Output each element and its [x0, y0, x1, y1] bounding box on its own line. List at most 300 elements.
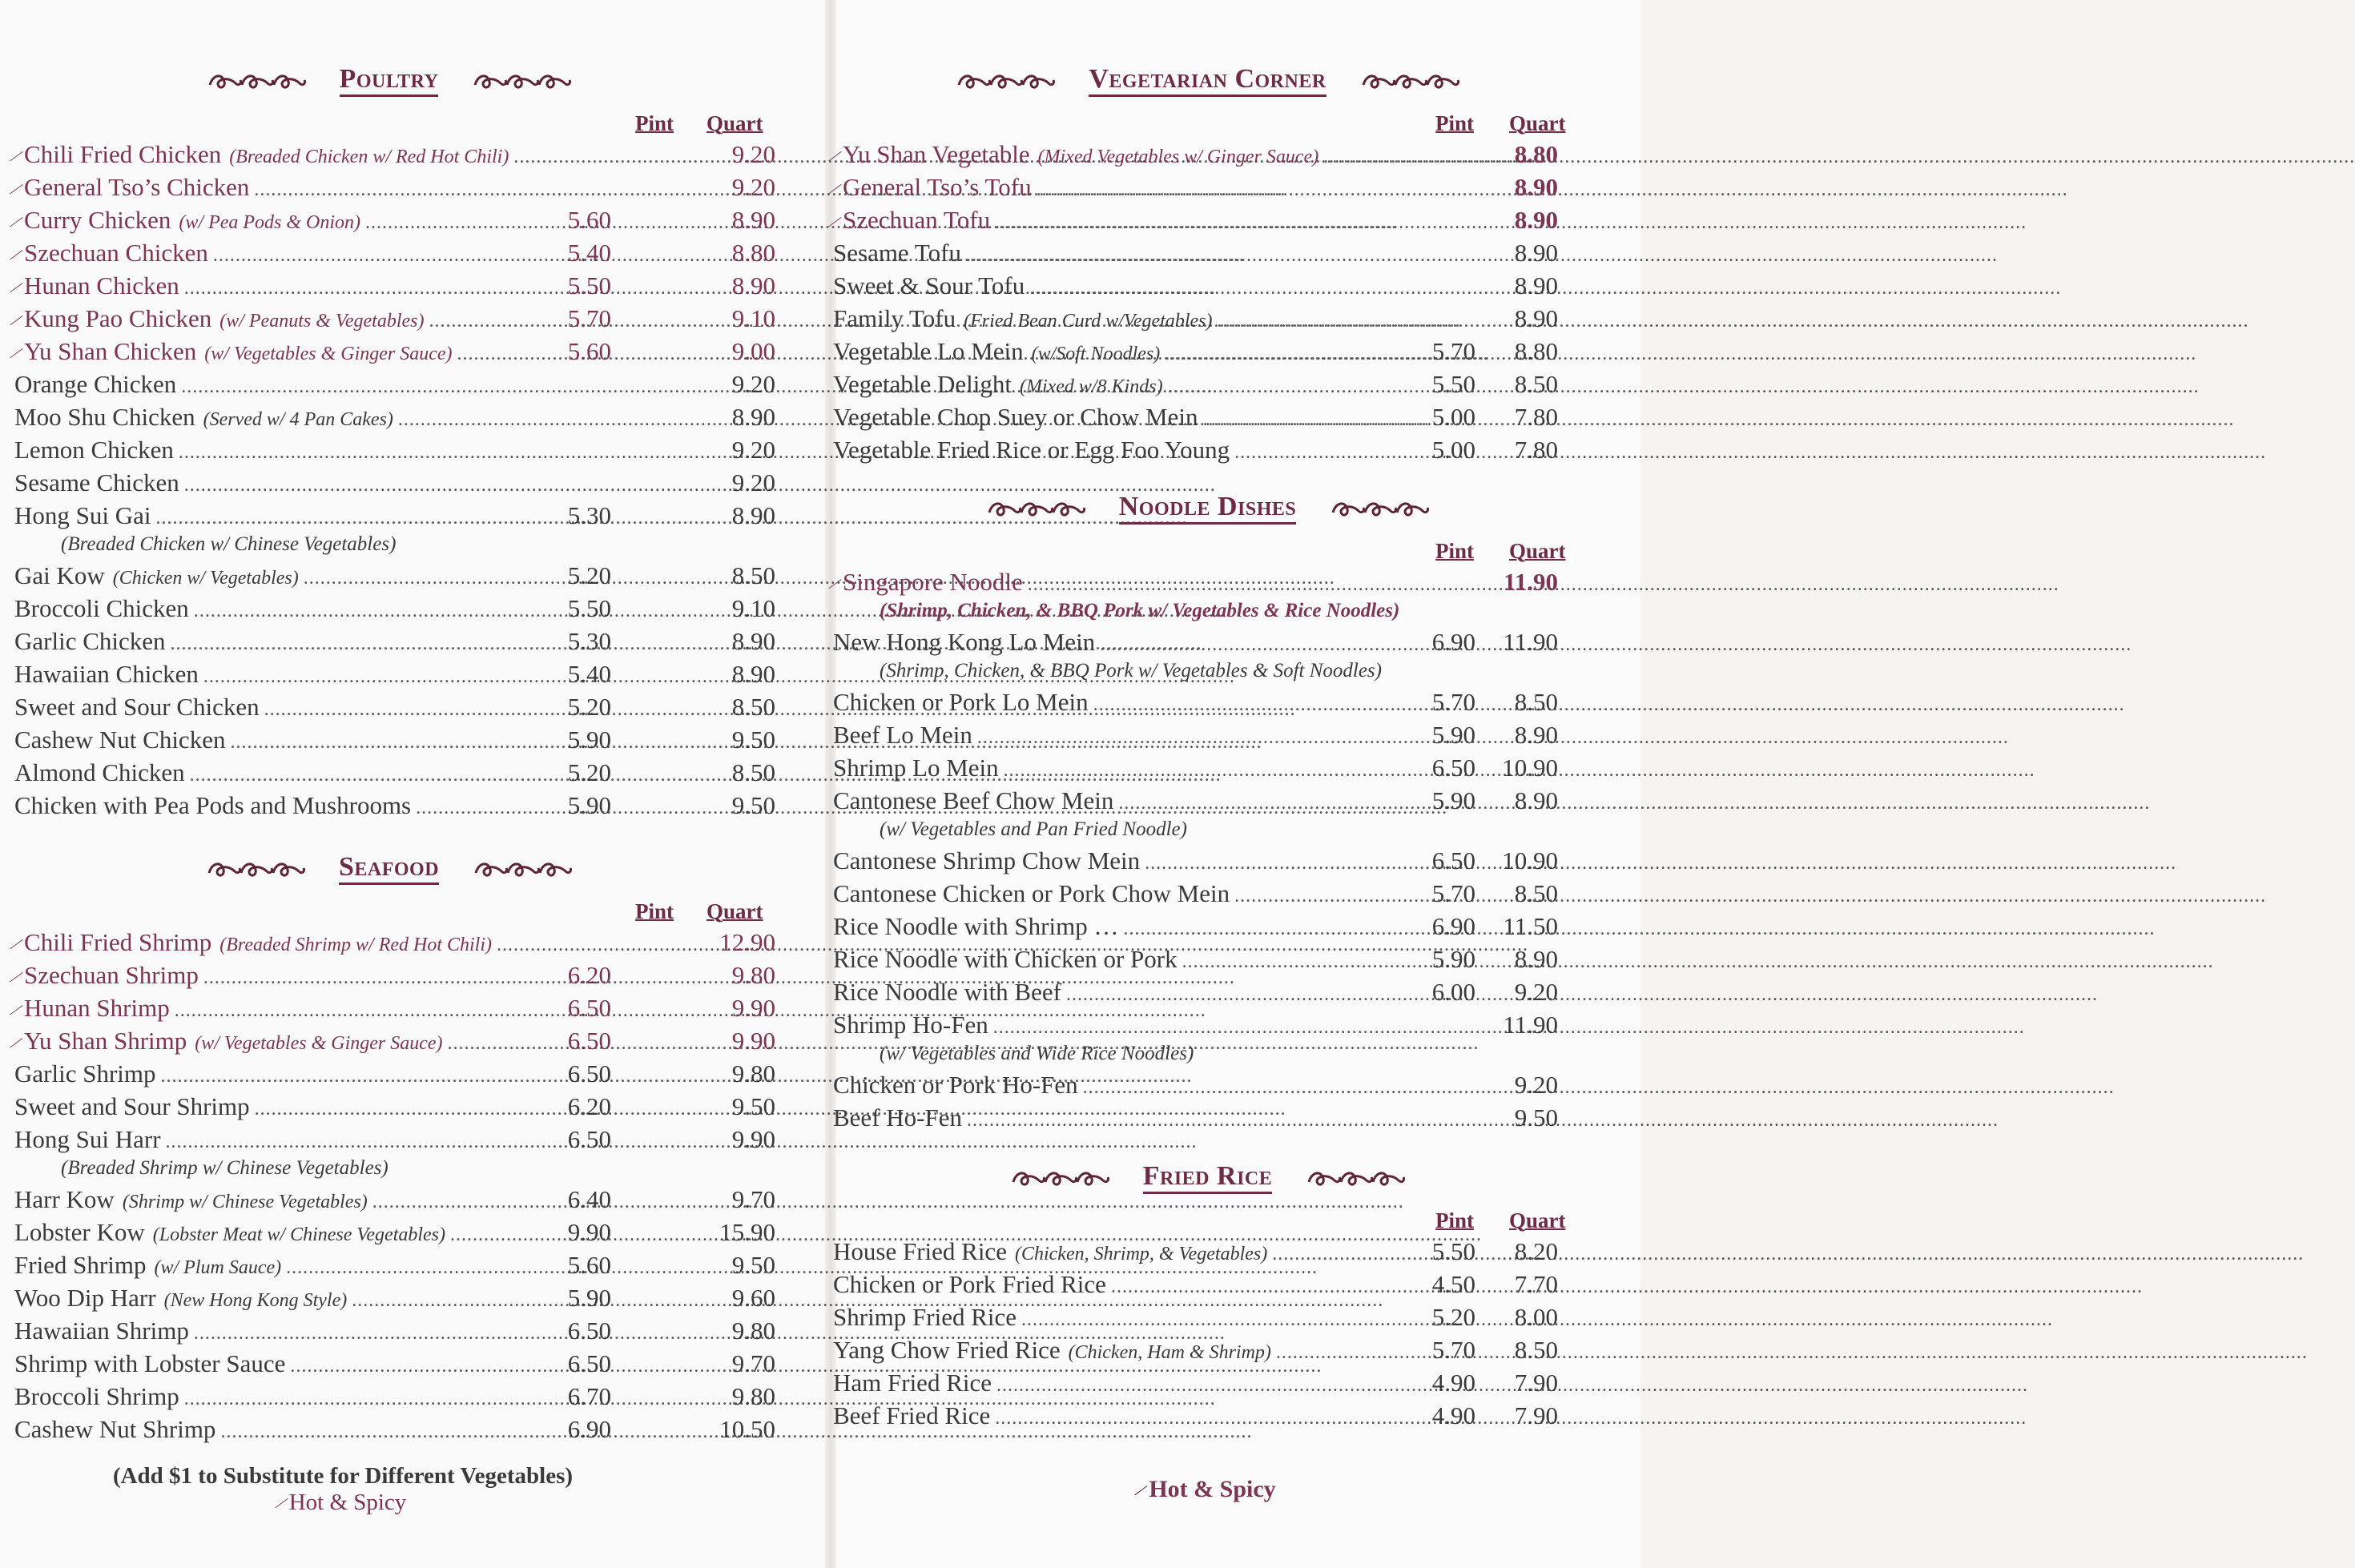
chili-pepper-icon: ∕ — [11, 1000, 22, 1022]
pint-price: 5.60 — [567, 206, 611, 234]
item-description: (w/Soft Noodles) — [1031, 344, 1161, 364]
menu-item-name — [833, 910, 1393, 946]
menu-item-name — [833, 751, 1393, 787]
pint-price: 5.70 — [1431, 688, 1475, 716]
section-title: Seafood — [339, 853, 439, 885]
quart-price: 8.50 — [731, 693, 775, 721]
pint-header: Pint — [1435, 111, 1475, 135]
menu-item-name — [14, 1216, 575, 1252]
item-name: Cantonese Chicken or Pork Chow Mein — [833, 879, 1230, 907]
pint-price: 6.50 — [567, 1027, 611, 1055]
menu-item-name — [14, 1413, 575, 1449]
pint-header: Pint — [635, 899, 674, 923]
item-name: Curry Chicken — [24, 206, 171, 234]
menu-item-name — [14, 625, 575, 661]
menu-item-name — [833, 877, 1393, 913]
item-name: Kung Pao Chicken — [24, 304, 212, 332]
menu-item-row — [833, 1268, 1582, 1301]
quart-price: 9.70 — [731, 1185, 775, 1213]
quart-price: 9.90 — [731, 994, 775, 1022]
menu-item-name — [14, 466, 670, 502]
pint-header: Pint — [635, 111, 674, 135]
item-name: Family Tofu — [833, 304, 956, 332]
item-name: Chicken or Pork Fried Rice — [833, 1270, 1106, 1298]
pint-price: 5.70 — [1431, 879, 1475, 907]
pint-price: 5.50 — [567, 271, 611, 300]
chili-pepper-icon: ∕ — [11, 245, 22, 267]
menu-item-name — [833, 236, 1480, 272]
quart-price: 7.80 — [1514, 403, 1558, 431]
menu-item-row — [14, 433, 775, 466]
quart-price: 9.80 — [731, 1382, 775, 1410]
pint-price: 6.50 — [1431, 846, 1475, 874]
section-header — [833, 484, 1582, 533]
section-title: Fried Rice — [1143, 1162, 1273, 1194]
pint-price: 6.50 — [1431, 754, 1475, 782]
size-column-headers — [833, 1203, 1582, 1235]
menu-item-row — [833, 751, 1582, 784]
menu-item-name — [833, 1366, 1393, 1402]
menu-item-name — [11, 991, 575, 1027]
menu-item-row — [833, 433, 1582, 466]
item-name: Beef Ho-Fen — [833, 1104, 962, 1132]
menu-item-row — [833, 1333, 1582, 1366]
item-name: Shrimp Fried Rice — [833, 1303, 1017, 1331]
menu-item-row — [830, 138, 1582, 171]
menu-item-row — [830, 171, 1582, 203]
item-name: Hawaiian Shrimp — [14, 1317, 189, 1345]
quart-price: 8.90 — [1514, 721, 1558, 749]
menu-item-row — [14, 466, 775, 499]
chili-pepper-icon: ∕ — [11, 344, 22, 365]
item-name: Hong Sui Harr — [14, 1125, 161, 1153]
menu-item-row — [833, 368, 1582, 400]
menu-item-row — [833, 975, 1582, 1008]
pint-price: 4.90 — [1431, 1401, 1475, 1429]
menu-item-row — [833, 236, 1582, 269]
menu-item-row — [11, 203, 775, 236]
menu-item-name — [833, 1301, 1393, 1337]
quart-price: 9.50 — [731, 791, 775, 819]
pint-price: 5.30 — [567, 501, 611, 529]
chili-pepper-icon: ∕ — [11, 967, 22, 989]
pint-price: 5.20 — [567, 561, 611, 589]
item-name: Garlic Shrimp — [14, 1059, 156, 1088]
menu-item-name — [11, 302, 575, 338]
item-description: (w/ Pea Pods & Onion) — [179, 212, 361, 233]
dot-leader — [1083, 1071, 2115, 1104]
section-title: Noodle Dishes — [1119, 493, 1297, 525]
quart-price: 10.90 — [1502, 754, 1558, 782]
menu-item-row — [14, 592, 775, 625]
quart-price: 8.90 — [1514, 239, 1558, 267]
menu-item-name — [11, 171, 670, 207]
quart-price: 9.10 — [731, 594, 775, 622]
item-name: Vegetable Chop Suey or Chow Mein — [833, 403, 1198, 431]
dot-leader — [1111, 1271, 2143, 1304]
menu-item-row — [11, 959, 775, 991]
item-name: Harr Kow — [14, 1185, 115, 1213]
pint-price: 6.90 — [1431, 628, 1475, 656]
quart-price: 8.50 — [1514, 370, 1558, 398]
item-name: Rice Noodle with Beef — [833, 978, 1061, 1006]
menu-item-name — [830, 203, 1480, 239]
item-name: Cantonese Shrimp Chow Mein — [833, 846, 1141, 874]
menu-item-row — [11, 1024, 775, 1057]
menu-item-row — [833, 625, 1582, 658]
item-name: Hong Sui Gai — [14, 501, 151, 529]
pint-price: 6.70 — [567, 1382, 611, 1410]
menu-item-name — [14, 1123, 575, 1159]
menu-item-row — [833, 1101, 1582, 1134]
menu-item-name — [833, 943, 1393, 979]
hot-spicy-legend — [14, 1490, 671, 1516]
pint-price: 5.70 — [1431, 337, 1475, 365]
menu-item-row — [14, 789, 775, 822]
menu-item-name — [833, 625, 1393, 661]
quart-price: 9.70 — [731, 1349, 775, 1377]
quart-price: 8.90 — [1514, 173, 1558, 201]
item-description: (Shrimp w/ Chinese Vegetables) — [122, 1192, 368, 1212]
item-name: Vegetable Delight — [833, 370, 1012, 398]
scroll-ornament-icon — [984, 497, 1087, 521]
quart-price: 8.90 — [731, 206, 775, 234]
quart-price: 9.10 — [731, 304, 775, 332]
item-name: Sweet & Sour Tofu — [833, 271, 1025, 300]
menu-item-name — [14, 559, 575, 595]
pint-price: 5.30 — [567, 627, 611, 655]
quart-header: Quart — [1509, 1208, 1566, 1232]
menu-item-row — [14, 1123, 775, 1156]
menu-item-name — [11, 926, 670, 962]
item-description: (Chicken w/ Vegetables) — [112, 568, 299, 589]
pint-price: 6.20 — [567, 961, 611, 989]
item-name: Chili Fried Chicken — [24, 140, 222, 168]
chili-pepper-icon: ∕ — [830, 574, 840, 596]
item-name: Szechuan Chicken — [24, 239, 208, 267]
pint-price: 6.90 — [567, 1415, 611, 1443]
quart-price: 8.90 — [731, 501, 775, 529]
item-name: Yang Chow Fried Rice — [833, 1336, 1061, 1364]
scroll-ornament-icon — [205, 69, 308, 93]
menu-item-name — [14, 1248, 575, 1285]
menu-item-row — [14, 1413, 775, 1445]
scroll-ornament-icon — [1304, 1166, 1407, 1190]
right-column — [830, 50, 1582, 1432]
item-name: Shrimp Lo Mein — [833, 754, 999, 782]
quart-price: 11.50 — [1503, 912, 1558, 940]
menu-item-row — [833, 784, 1582, 817]
item-name: Rice Noodle with Chicken or Pork — [833, 945, 1178, 973]
menu-item-name — [14, 1281, 575, 1317]
item-name: Sweet and Sour Chicken — [14, 693, 260, 721]
menu-item-name — [833, 335, 1393, 371]
seafood-section — [11, 844, 775, 1445]
menu-item-row — [11, 335, 775, 368]
menu-item-name — [14, 756, 575, 792]
quart-price: 12.90 — [719, 928, 775, 956]
item-name: Broccoli Shrimp — [14, 1382, 179, 1410]
menu-item-name — [14, 657, 575, 694]
quart-price: 8.00 — [1514, 1303, 1558, 1331]
menu-item-name — [833, 844, 1393, 880]
section-header — [833, 1153, 1582, 1203]
menu-item-name — [833, 400, 1393, 436]
item-name: Orange Chicken — [14, 370, 177, 398]
item-description: (w/ Vegetables & Ginger Sauce) — [195, 1033, 443, 1054]
quart-price: 11.90 — [1503, 1011, 1558, 1039]
hot-spicy-label: Hot & Spicy — [1149, 1476, 1276, 1502]
item-description: (Chicken, Ham & Shrimp) — [1068, 1342, 1271, 1363]
item-description: (New Hong Kong Style) — [163, 1290, 348, 1311]
menu-item-name — [833, 1333, 1393, 1369]
menu-item-name — [14, 499, 575, 535]
item-name: Garlic Chicken — [14, 627, 166, 655]
menu-item-row — [14, 1380, 775, 1413]
menu-item-name — [14, 400, 670, 436]
quart-price: 9.80 — [731, 961, 775, 989]
item-name: Shrimp Ho-Fen — [833, 1011, 988, 1039]
item-name: Cashew Nut Shrimp — [14, 1415, 216, 1443]
pint-price: 5.50 — [1431, 1237, 1475, 1265]
item-description: (Breaded Chicken w/ Red Hot Chili) — [229, 147, 509, 167]
menu-item-name — [11, 203, 575, 239]
pint-price: 5.90 — [567, 791, 611, 819]
pint-price: 6.50 — [567, 1059, 611, 1088]
menu-item-row — [833, 1366, 1582, 1399]
pint-price: 5.50 — [567, 594, 611, 622]
quart-price: 11.90 — [1503, 628, 1558, 656]
menu-item-name — [833, 784, 1393, 820]
quart-price: 8.80 — [1514, 140, 1558, 168]
menu-item-row — [833, 943, 1582, 975]
menu-item-row — [14, 625, 775, 657]
quart-price: 7.90 — [1514, 1369, 1558, 1397]
section-title: Vegetarian Corner — [1089, 65, 1326, 97]
dot-leader — [1123, 913, 2155, 946]
quart-price: 7.80 — [1514, 436, 1558, 464]
dot-leader — [1234, 436, 2266, 469]
item-name: Chili Fried Shrimp — [24, 928, 212, 956]
quart-price: 8.50 — [1514, 1336, 1558, 1364]
menu-item-row — [833, 302, 1582, 335]
size-column-headers — [14, 894, 763, 926]
menu-item-name — [833, 269, 1480, 305]
dot-leader — [967, 1104, 1999, 1137]
dot-leader — [1218, 305, 2249, 338]
item-subdescription: (Breaded Chicken w/ Chinese Vegetables) — [61, 533, 397, 555]
size-column-headers — [14, 106, 763, 138]
menu-item-row — [14, 1281, 775, 1314]
item-name: Hunan Chicken — [24, 271, 179, 300]
pint-price: 5.90 — [1431, 786, 1475, 814]
dot-leader — [1323, 141, 2355, 174]
menu-item-row — [14, 1248, 775, 1281]
menu-item-row — [14, 723, 775, 756]
item-name: Szechuan Tofu — [843, 206, 991, 234]
item-name: Ham Fried Rice — [833, 1369, 992, 1397]
chili-pepper-icon: ∕ — [830, 179, 840, 201]
menu-item-row — [14, 1347, 775, 1380]
menu-item-name — [14, 592, 575, 628]
menu-item-row — [833, 335, 1582, 368]
quart-price: 9.90 — [731, 1027, 775, 1055]
menu-item-row — [14, 756, 775, 789]
scroll-ornament-icon — [1359, 69, 1461, 93]
quart-price: 8.90 — [731, 403, 775, 431]
pint-price: 5.20 — [567, 693, 611, 721]
dot-leader — [1168, 371, 2200, 404]
quart-price: 9.50 — [1514, 1104, 1558, 1132]
menu-item-row — [11, 269, 775, 302]
pint-price: 9.90 — [567, 1218, 611, 1246]
dot-leader — [1093, 689, 2125, 722]
quart-price: 9.20 — [1514, 1071, 1558, 1099]
quart-price: 9.20 — [731, 468, 775, 497]
scroll-ornament-icon — [470, 69, 573, 93]
item-name: Chicken with Pea Pods and Mushrooms — [14, 791, 412, 819]
menu-item-row — [833, 269, 1582, 302]
menu-item-name — [833, 368, 1393, 404]
noodle-section — [830, 484, 1582, 1134]
item-name: Lobster Kow — [14, 1218, 145, 1246]
substitute-note: (Add $1 to Substitute for Different Vegetables) — [112, 1463, 574, 1489]
pint-price: 5.90 — [567, 1284, 611, 1312]
pint-header: Pint — [1435, 1208, 1475, 1232]
scroll-ornament-icon — [1328, 497, 1431, 521]
hot-spicy-label: Hot & Spicy — [288, 1490, 407, 1515]
pint-price: 4.50 — [1431, 1270, 1475, 1298]
dot-leader — [1202, 404, 2234, 436]
item-description: (w/ Peanuts & Vegetables) — [219, 311, 425, 332]
menu-item-name — [833, 302, 1480, 338]
chili-pepper-icon: ∕ — [11, 935, 22, 956]
chili-pepper-icon: ∕ — [11, 1033, 22, 1055]
menu-item-name — [833, 718, 1393, 754]
scroll-ornament-icon — [1008, 1166, 1111, 1190]
item-description: (Mixed w/8 Kinds) — [1019, 376, 1163, 397]
quart-price: 9.00 — [731, 337, 775, 365]
menu-item-name — [11, 335, 575, 371]
item-description: (Served w/ 4 Pan Cakes) — [203, 409, 393, 430]
section-header — [833, 56, 1582, 106]
item-name: Yu Shan Chicken — [24, 337, 197, 365]
menu-item-name — [833, 1268, 1393, 1304]
menu-item-name — [11, 959, 575, 995]
quart-price: 9.20 — [731, 140, 775, 168]
chili-pepper-icon: ∕ — [11, 179, 22, 201]
pint-price: 6.50 — [567, 1349, 611, 1377]
poultry-section — [11, 56, 775, 822]
pint-price: 5.60 — [567, 1251, 611, 1279]
quart-price: 8.20 — [1514, 1237, 1558, 1265]
menu-item-name — [830, 171, 1480, 207]
pint-price: 5.00 — [1431, 403, 1475, 431]
menu-item-row — [11, 926, 775, 959]
size-column-headers — [833, 533, 1582, 565]
item-description: (Chicken, Shrimp, & Vegetables) — [1014, 1244, 1268, 1264]
menu-item-row — [833, 400, 1582, 433]
item-name: Vegetable Fried Rice or Egg Foo Young — [833, 436, 1230, 464]
menu-item-row — [14, 1057, 775, 1090]
pint-price: 6.00 — [1431, 978, 1475, 1006]
pint-price: 5.70 — [567, 304, 611, 332]
item-description: (Mixed Vegetables w/ Ginger Sauce) — [1037, 147, 1319, 167]
quart-price: 15.90 — [719, 1218, 775, 1246]
quart-price: 8.90 — [1514, 271, 1558, 300]
quart-price: 8.90 — [731, 660, 775, 688]
item-name: Gai Kow — [14, 561, 105, 589]
quart-price: 9.50 — [731, 1251, 775, 1279]
pint-price: 5.20 — [1431, 1303, 1475, 1331]
pint-price: 5.40 — [567, 239, 611, 267]
item-name: Vegetable Lo Mein — [833, 337, 1024, 365]
chili-pepper-icon: ∕ — [11, 147, 22, 168]
menu-item-row — [833, 1008, 1582, 1041]
item-description: (Breaded Shrimp w/ Red Hot Chili) — [219, 935, 493, 955]
quart-price: 8.80 — [1514, 337, 1558, 365]
item-description: (Lobster Meat w/ Chinese Vegetables) — [152, 1224, 446, 1245]
chili-pepper-icon: ∕ — [276, 1494, 286, 1515]
menu-item-row — [14, 1216, 775, 1248]
item-name: Cashew Nut Chicken — [14, 726, 226, 754]
quart-price: 11.90 — [1503, 568, 1558, 596]
quart-price: 8.50 — [731, 561, 775, 589]
item-description: (w/ Vegetables & Ginger Sauce) — [204, 344, 453, 364]
item-subdescription: (Breaded Shrimp w/ Chinese Vegetables) — [61, 1157, 388, 1179]
pint-price: 5.90 — [567, 726, 611, 754]
menu-item-name — [830, 565, 1480, 601]
quart-price: 9.20 — [731, 173, 775, 201]
quart-header: Quart — [1509, 539, 1566, 563]
menu-item-row — [833, 877, 1582, 910]
pint-price: 5.60 — [567, 337, 611, 365]
dot-leader — [1100, 629, 2132, 661]
menu-item-name — [833, 1101, 1480, 1137]
fried-rice-section — [833, 1153, 1582, 1432]
item-name: Fried Shrimp — [14, 1251, 147, 1279]
item-name: Beef Fried Rice — [833, 1401, 991, 1429]
dot-leader — [966, 239, 1998, 272]
left-column — [11, 50, 775, 1516]
dot-leader — [1182, 946, 2214, 979]
item-subdescription: (w/ Vegetables and Wide Rice Noodles) — [880, 1043, 1194, 1064]
quart-price: 7.90 — [1514, 1401, 1558, 1429]
item-name: Woo Dip Harr — [14, 1284, 156, 1312]
pint-price: 5.00 — [1431, 436, 1475, 464]
quart-price: 9.80 — [731, 1317, 775, 1345]
menu-item-name — [14, 433, 670, 469]
item-name: Yu Shan Vegetable — [843, 140, 1030, 168]
item-name: Broccoli Chicken — [14, 594, 189, 622]
menu-item-row — [833, 910, 1582, 943]
item-name: Moo Shu Chicken — [14, 403, 195, 431]
menu-item-name — [14, 690, 575, 726]
item-name: Szechuan Shrimp — [24, 961, 199, 989]
chili-pepper-icon: ∕ — [830, 147, 840, 168]
pint-price: 5.50 — [1431, 370, 1475, 398]
menu-item-name — [830, 138, 1480, 174]
menu-item-name — [11, 138, 670, 174]
pint-price: 6.50 — [567, 994, 611, 1022]
menu-item-name — [14, 1347, 575, 1383]
item-name: Shrimp with Lobster Sauce — [14, 1349, 286, 1377]
vegetarian-section — [830, 56, 1582, 466]
menu-item-row — [830, 203, 1582, 236]
menu-item-name — [11, 1024, 575, 1060]
pint-price: 5.70 — [1431, 1336, 1475, 1364]
chili-pepper-icon: ∕ — [830, 212, 840, 234]
